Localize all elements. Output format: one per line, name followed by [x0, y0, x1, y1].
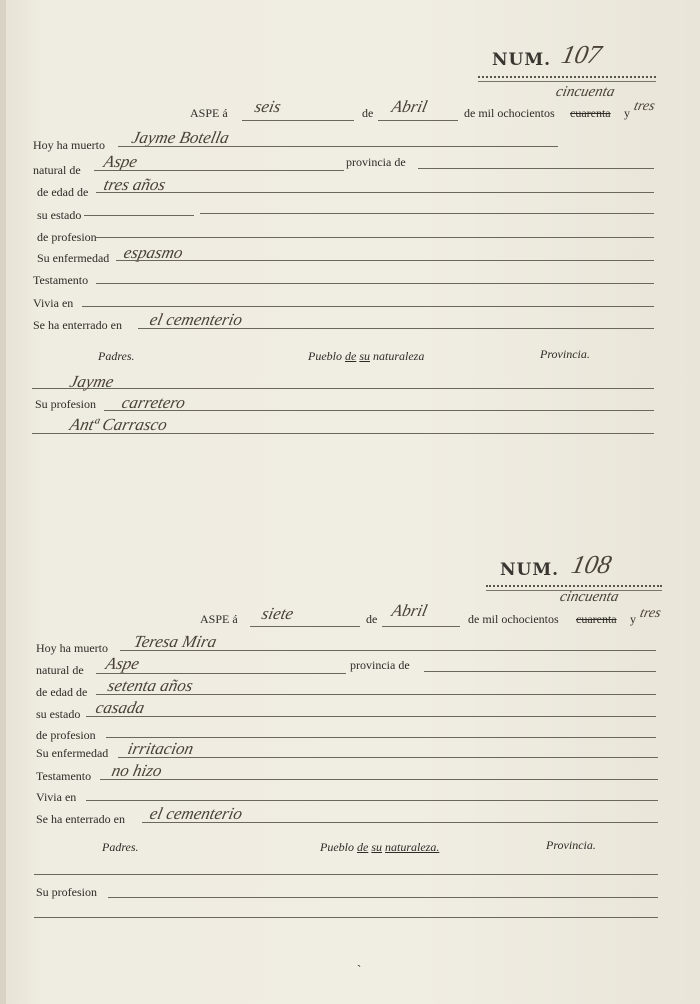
year-decade: cincuenta — [558, 589, 621, 605]
natural-label: natural de — [36, 663, 84, 677]
year-struck: cuarenta — [576, 612, 617, 626]
year-decade: cincuenta — [554, 84, 617, 100]
edad-value: tres años — [102, 175, 168, 194]
record-number-label: NUM. — [492, 50, 552, 70]
ink-mark: ˋ — [357, 962, 362, 977]
enterrado-label: Se ha enterrado en — [33, 318, 122, 332]
madre-value: Antª Carrasco — [68, 415, 169, 434]
town-label: ASPE á — [190, 106, 228, 120]
deceased-name: Jayme Botella — [130, 128, 231, 147]
padres-heading: Padres. — [102, 840, 139, 854]
record-number-label: NUM. — [500, 560, 560, 580]
profesion-label: de profesion — [36, 728, 96, 742]
number-underline — [478, 76, 656, 82]
record-number: 108 — [569, 550, 615, 579]
deceased-name: Teresa Mira — [132, 632, 219, 651]
testamento-label: Testamento — [33, 273, 89, 287]
enterrado-value: el cementerio — [148, 310, 245, 329]
pueblo-heading: Pueblo de su naturaleza. — [320, 840, 440, 854]
su-profesion-label: Su profesion — [36, 885, 97, 899]
enfermedad-label: Su enfermedad — [37, 251, 110, 265]
su-profesion-label: Su profesion — [35, 397, 96, 411]
testamento-label: Testamento — [36, 769, 92, 783]
day-value: siete — [260, 604, 296, 623]
year-label: de mil ochocientos — [464, 106, 555, 120]
enfermedad-value: espasmo — [122, 243, 185, 262]
padre-value: Jayme — [68, 372, 116, 391]
town-label: ASPE á — [200, 612, 238, 626]
year-y: y — [630, 612, 636, 626]
vivia-label: Vivia en — [33, 296, 74, 310]
year-unit: tres — [638, 606, 663, 621]
natural-label: natural de — [33, 163, 81, 177]
provincia-heading: Provincia. — [540, 347, 590, 361]
hoy-label: Hoy ha muerto — [36, 641, 108, 655]
day-value: seis — [253, 97, 283, 116]
enfermedad-label: Su enfermedad — [36, 746, 109, 760]
profesion-label: de profesion — [37, 230, 97, 244]
provincia-label: provincia de — [350, 658, 410, 672]
su-profesion-value: carretero — [120, 393, 188, 412]
month-value: Abril — [390, 97, 430, 116]
de-label: de — [366, 612, 378, 626]
padres-heading: Padres. — [98, 349, 135, 363]
vivia-label: Vivia en — [36, 790, 77, 804]
record-number: 107 — [559, 40, 605, 69]
provincia-label: provincia de — [346, 155, 406, 169]
pueblo-heading: Pueblo de su naturaleza — [308, 349, 425, 363]
edad-value: setenta años — [106, 676, 195, 695]
enfermedad-value: irritacion — [126, 739, 196, 758]
edad-label: de edad de — [37, 185, 89, 199]
year-y: y — [624, 106, 630, 120]
de-label: de — [362, 106, 374, 120]
estado-value: casada — [94, 698, 147, 717]
year-unit: tres — [632, 99, 657, 114]
month-value: Abril — [390, 601, 430, 620]
year-label: de mil ochocientos — [468, 612, 559, 626]
enterrado-value: el cementerio — [148, 804, 245, 823]
testamento-value: no hizo — [110, 761, 164, 780]
edad-label: de edad de — [36, 685, 88, 699]
hoy-label: Hoy ha muerto — [33, 138, 105, 152]
estado-label: su estado — [37, 208, 82, 222]
enterrado-label: Se ha enterrado en — [36, 812, 125, 826]
year-struck: cuarenta — [570, 106, 611, 120]
provincia-heading: Provincia. — [546, 838, 596, 852]
natural-value: Aspe — [102, 152, 140, 171]
estado-label: su estado — [36, 707, 81, 721]
page-spine — [0, 0, 6, 1004]
natural-value: Aspe — [104, 654, 142, 673]
